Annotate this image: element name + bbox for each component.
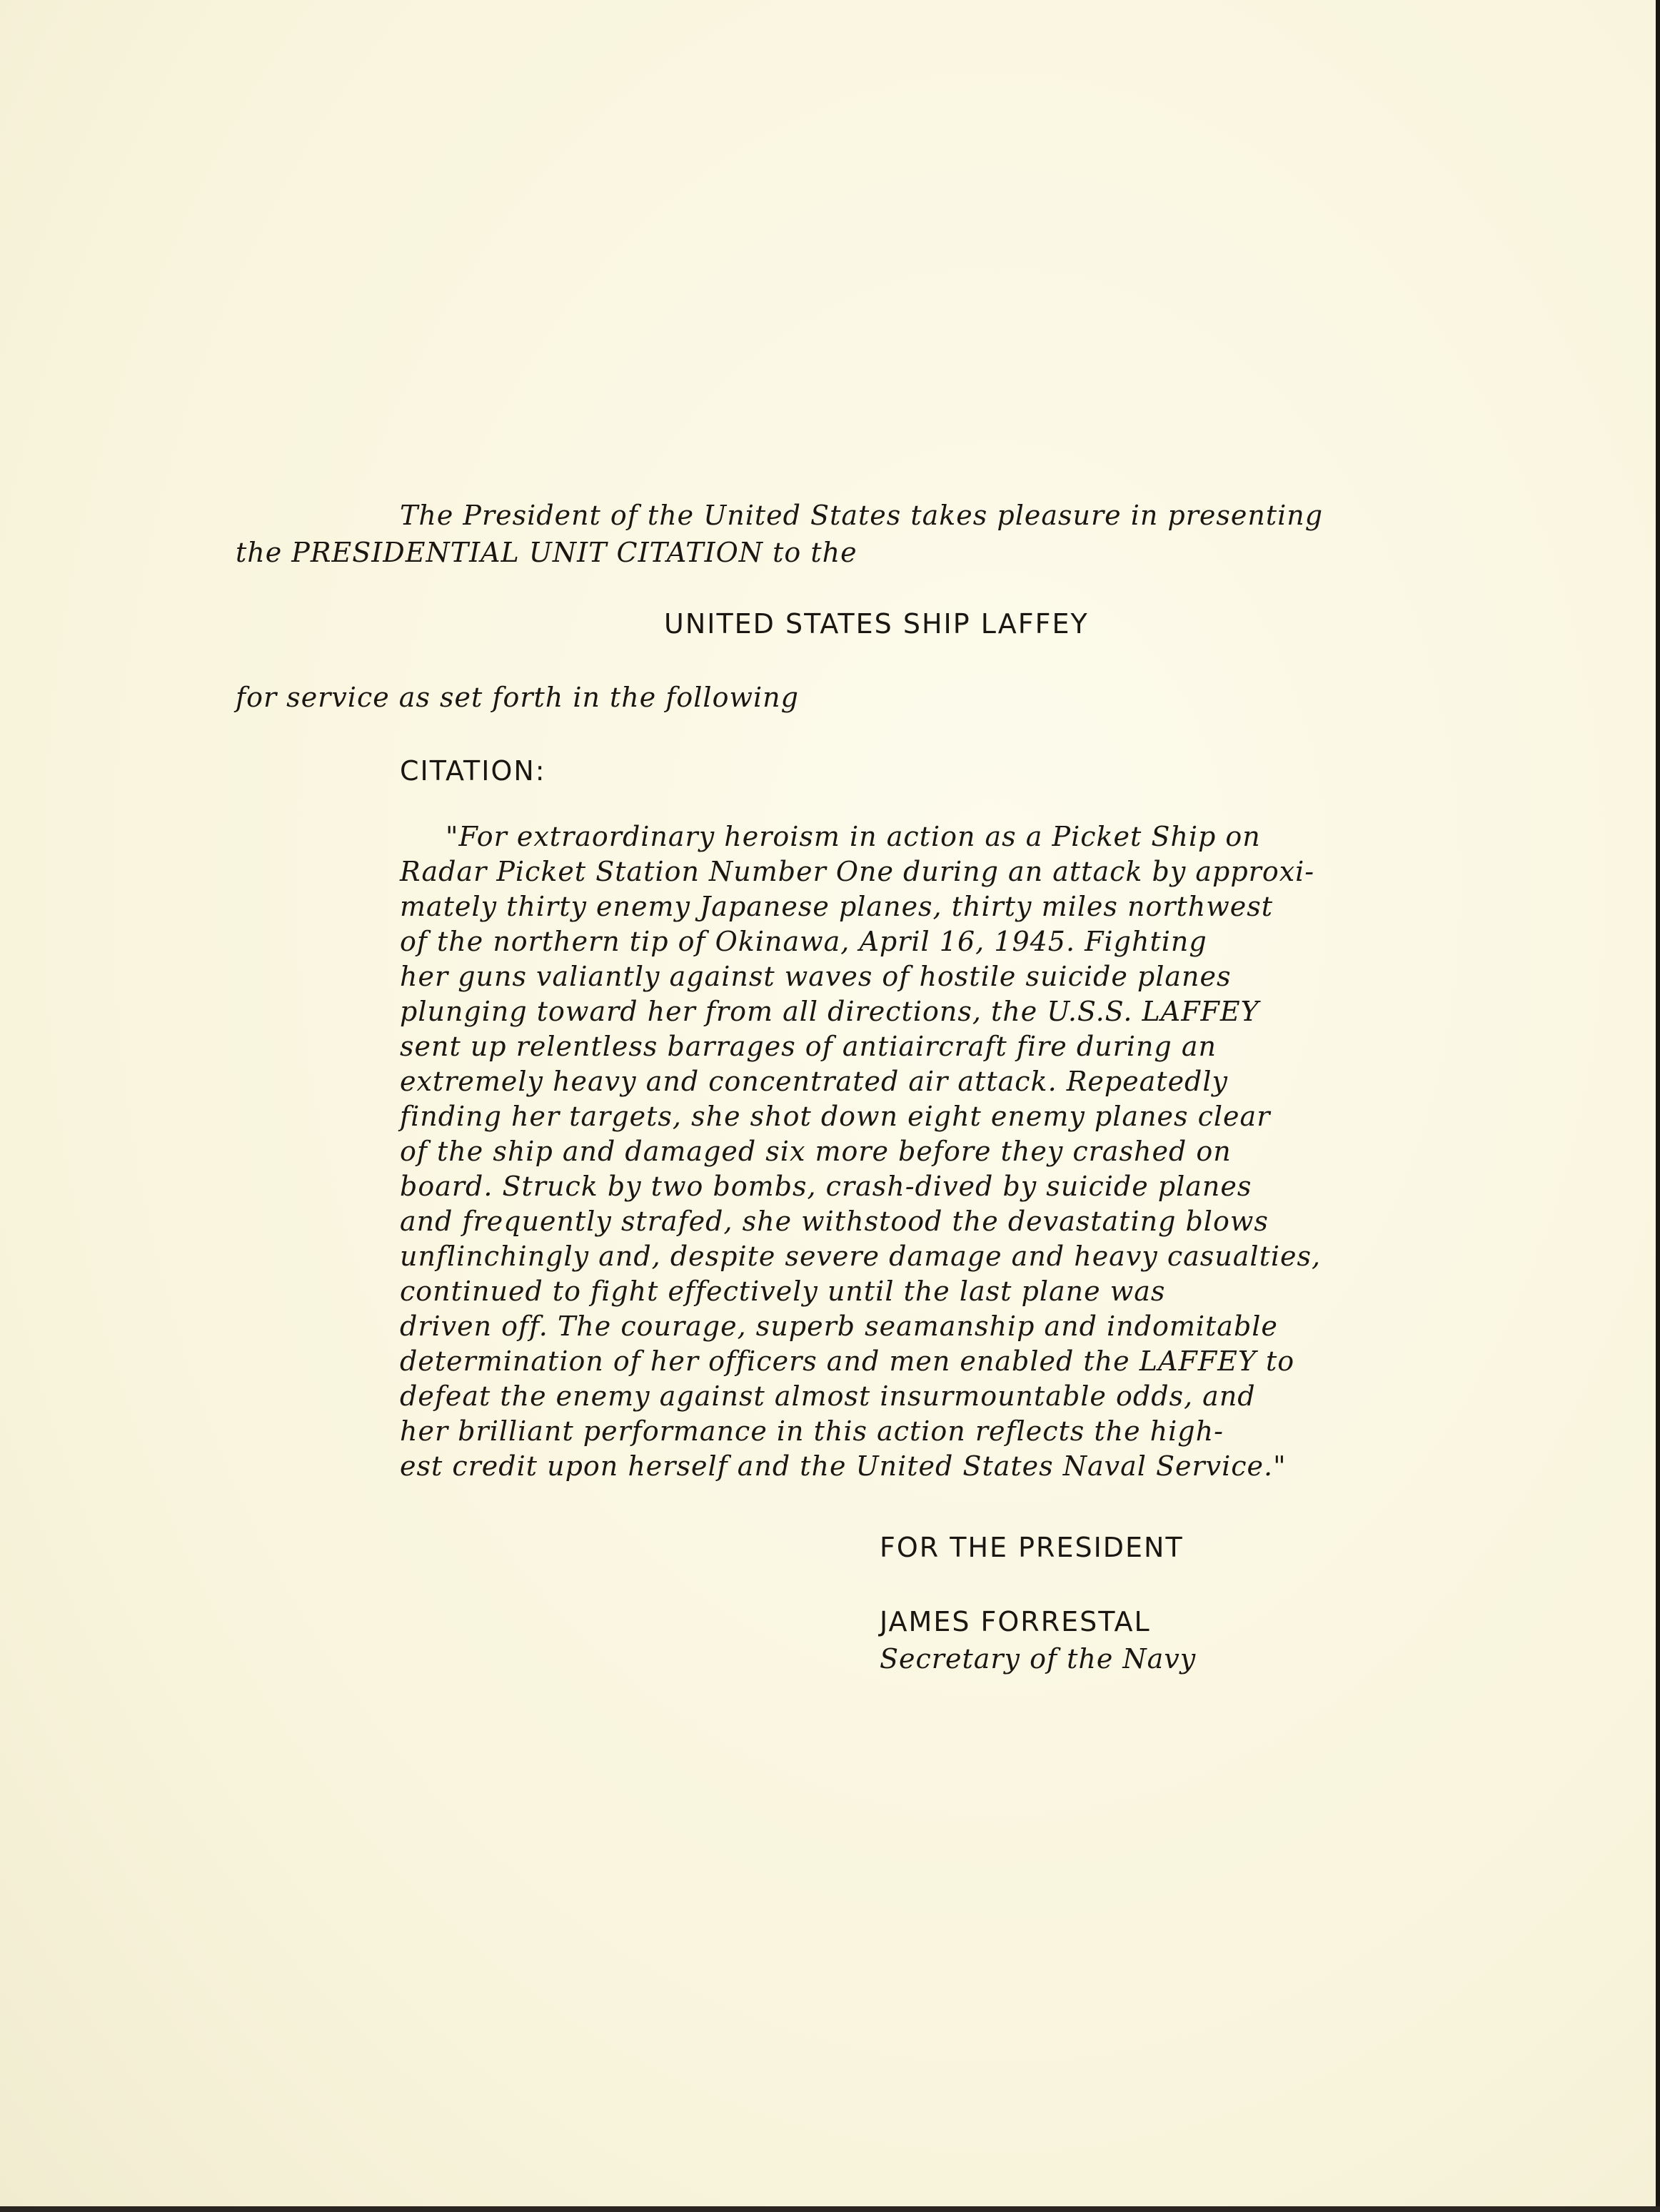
citation-line: extremely heavy and concentrated air attack. Repeatedly [400, 1066, 1229, 1097]
signature-for-line: FOR THE PRESIDENT [880, 1532, 1184, 1563]
ship-name: UNITED STATES SHIP LAFFEY [664, 608, 1089, 640]
signature-title: Secretary of the Navy [880, 1643, 1197, 1675]
citation-line: "For extraordinary heroism in action as a Picket Ship on [446, 821, 1261, 852]
citation-line: of the ship and damaged six more before they crashed on [400, 1136, 1232, 1167]
citation-line: mately thirty enemy Japanese planes, thirty miles northwest [400, 891, 1274, 922]
citation-line: continued to fight effectively until the last plane was [400, 1276, 1166, 1307]
citation-line: driven off. The courage, superb seamanship and indomitable [400, 1310, 1278, 1342]
citation-line: plunging toward her from all directions, the U.S.S. LAFFEY [400, 996, 1259, 1027]
intro-line-2: the PRESIDENTIAL UNIT CITATION to the [236, 537, 857, 568]
signature-name: JAMES FORRESTAL [880, 1606, 1151, 1637]
citation-line: and frequently strafed, she withstood the devastating blows [400, 1206, 1269, 1237]
citation-heading: CITATION: [400, 755, 546, 787]
citation-line: sent up relentless barrages of antiaircraft fire during an [400, 1031, 1217, 1062]
citation-line: her brilliant performance in this action reflects the high- [400, 1415, 1224, 1447]
service-line: for service as set forth in the following [236, 682, 799, 713]
citation-line: her guns valiantly against waves of hostile suicide planes [400, 961, 1232, 992]
citation-line: determination of her officers and men enabled the LAFFEY to [400, 1345, 1295, 1377]
citation-line: finding her targets, she shot down eight enemy planes clear [400, 1101, 1271, 1132]
citation-line: board. Struck by two bombs, crash-dived by suicide planes [400, 1171, 1252, 1202]
citation-line: est credit upon herself and the United States Naval Service." [400, 1450, 1287, 1482]
page-edge-right [1656, 0, 1660, 2212]
citation-line: unflinchingly and, despite severe damage and heavy casualties, [400, 1241, 1322, 1272]
citation-body [400, 819, 1514, 1484]
citation-line: of the northern tip of Okinawa, April 16, 1945. Fighting [400, 926, 1207, 957]
citation-line: defeat the enemy against almost insurmountable odds, and [400, 1380, 1256, 1412]
intro-line-1: The President of the United States takes pleasure in presenting [400, 500, 1324, 531]
page-edge-bottom [0, 2206, 1660, 2212]
citation-line: Radar Picket Station Number One during an attack by approxi- [400, 856, 1315, 887]
